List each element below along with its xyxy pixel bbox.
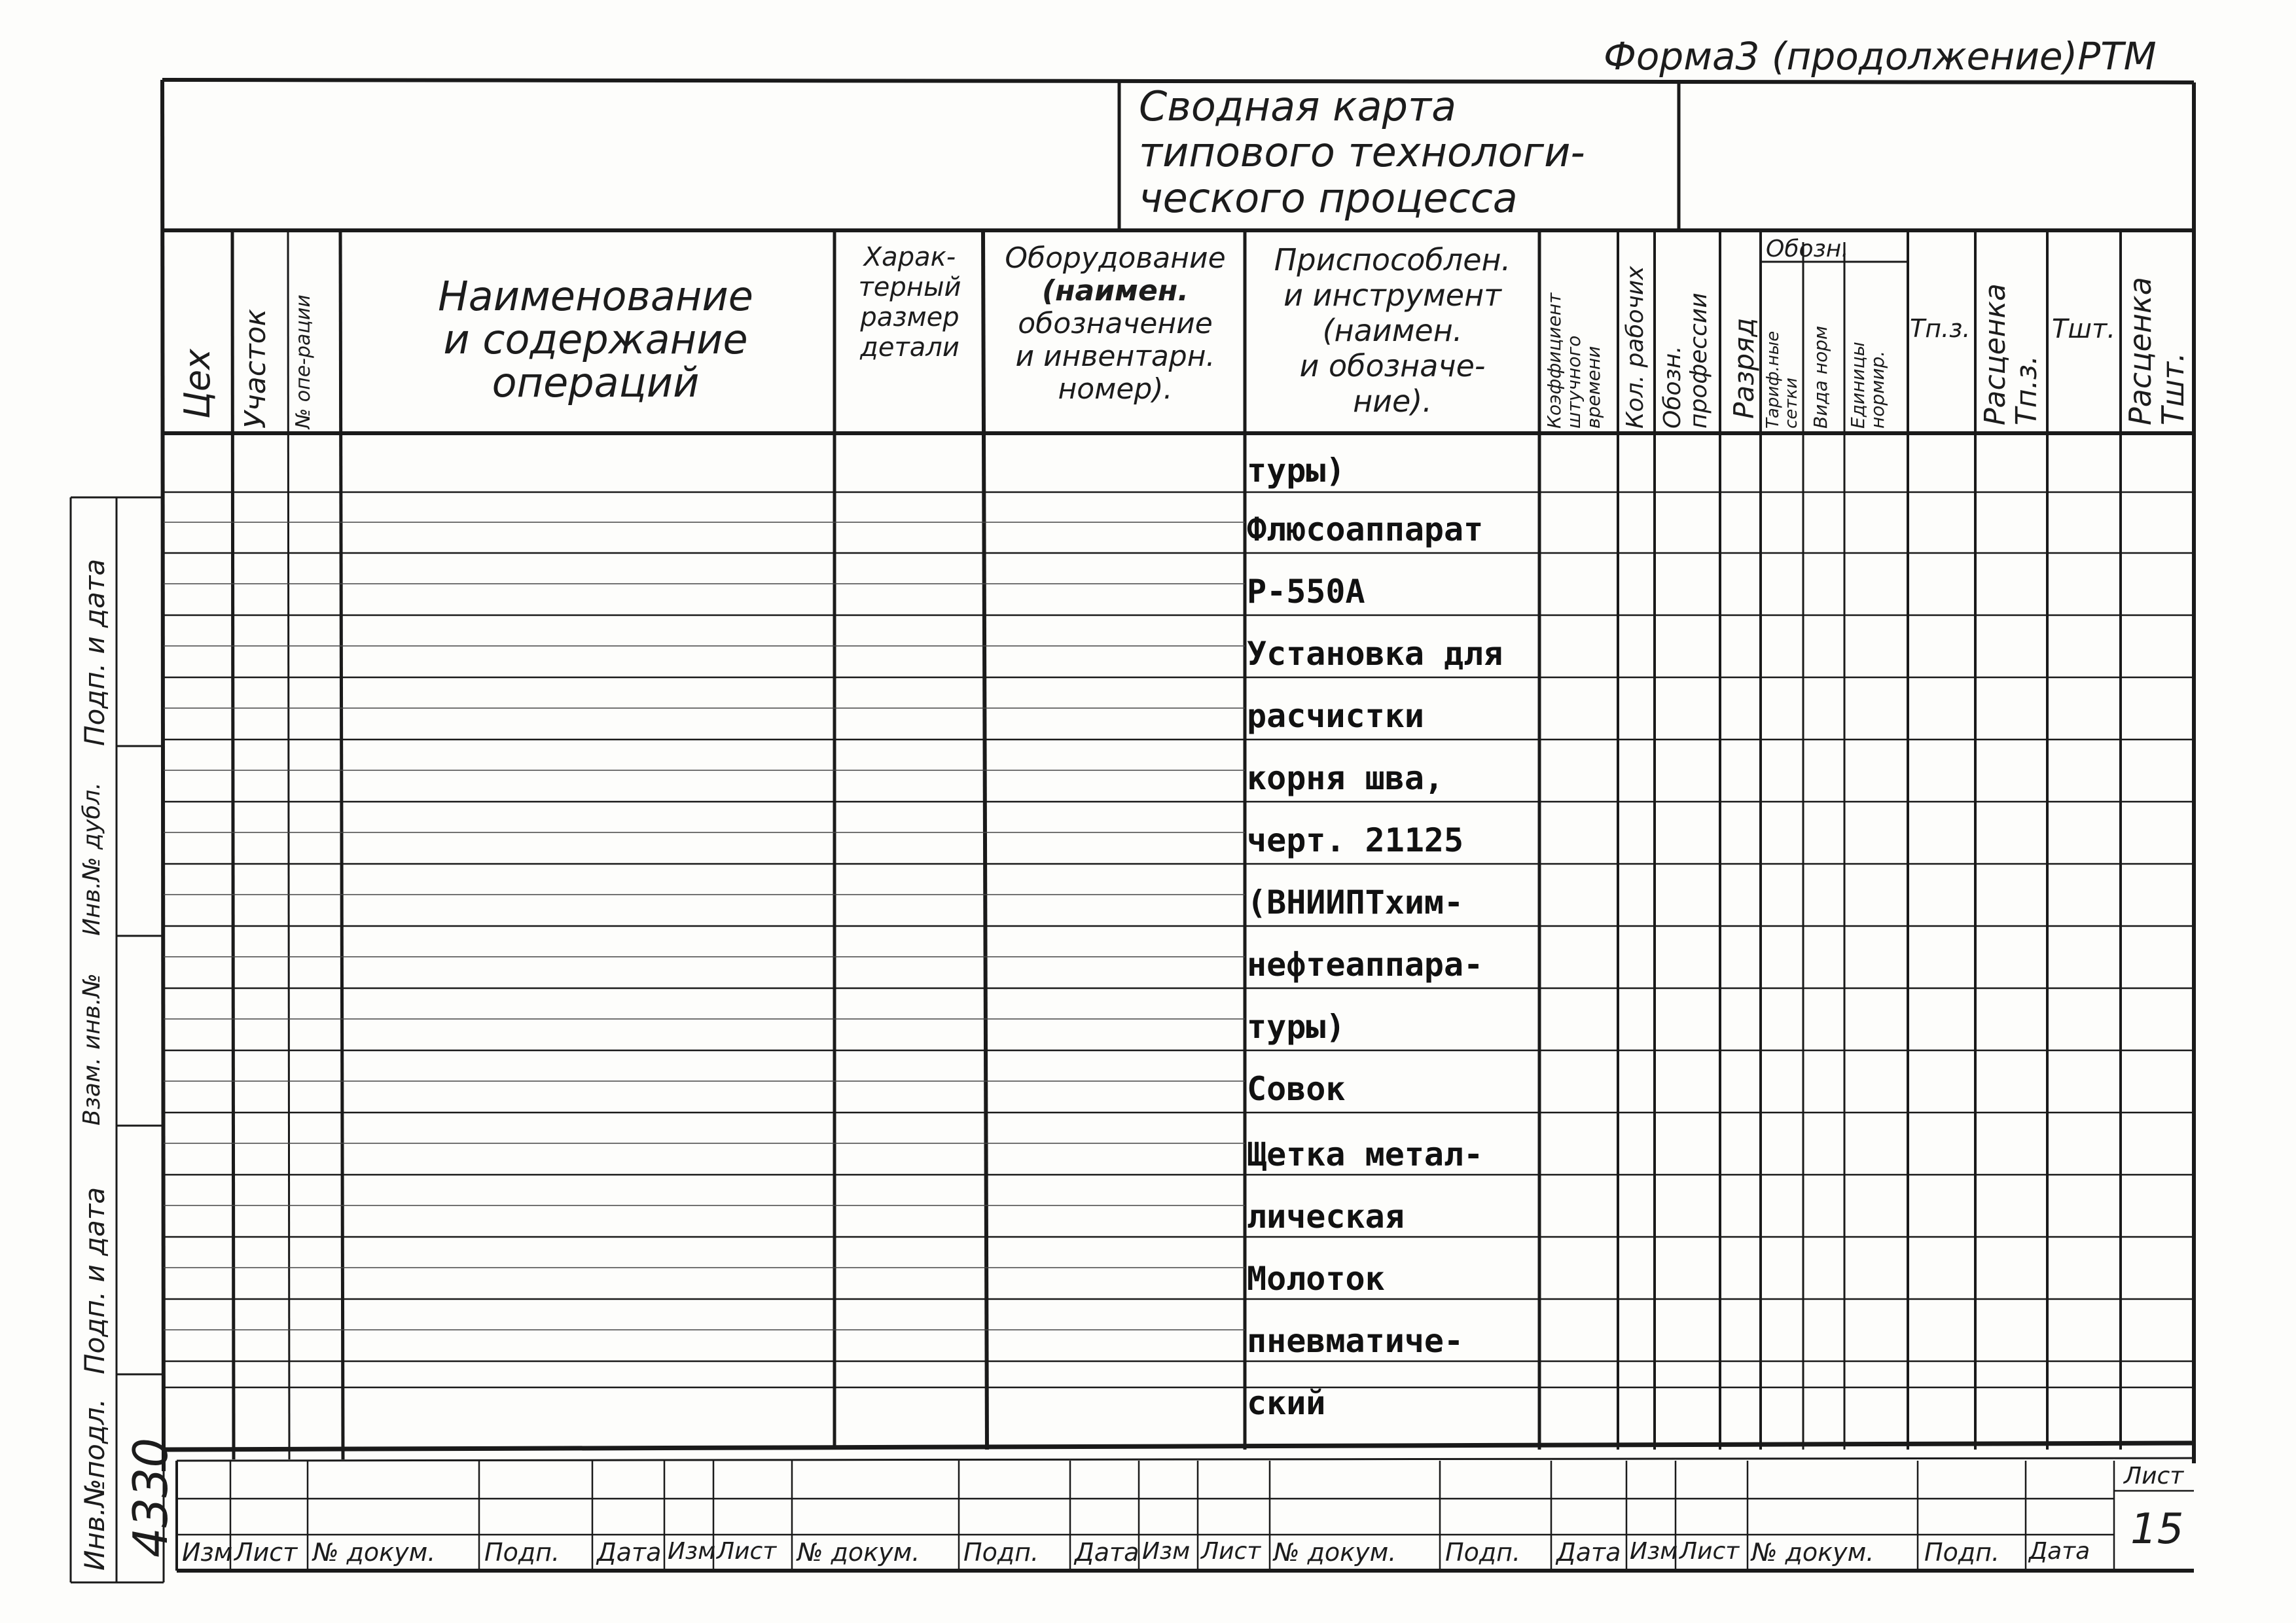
fixture-line: расчистки	[1247, 697, 1424, 735]
stamp-label: Дата	[1556, 1538, 1621, 1567]
header-characteristic: Харак- терный размер детали	[858, 242, 961, 363]
fixture-line: Установка для	[1247, 635, 1503, 673]
stamp-label: Изм	[1142, 1538, 1191, 1565]
stamp-label: Подп.	[1445, 1538, 1521, 1567]
stamp-label: Дата	[1075, 1538, 1139, 1567]
header-rate-tsht: Расценка Тшт.	[2123, 277, 2191, 425]
fixture-line: Совок	[1247, 1070, 1346, 1108]
header-operation-name: Наименование и содержание операций	[438, 272, 753, 406]
header-tariff: Тариф.ные сетки	[1763, 330, 1801, 429]
stamp-sign-date-1: Подп. и дата	[79, 1186, 111, 1374]
title-line-2: типового технологи-	[1139, 128, 1585, 176]
fixture-line: Щетка метал-	[1247, 1135, 1484, 1173]
fixture-line: корня шва,	[1247, 759, 1444, 797]
stamp-replace-inv: Взам. инв.№	[79, 973, 105, 1126]
stamp-label: Изм	[668, 1538, 716, 1565]
fixture-line: нефтеаппара-	[1247, 946, 1484, 984]
stamp-label: № докум.	[1274, 1538, 1397, 1567]
header-workshop: Цех	[177, 348, 218, 419]
header-coefficient: Коэффициент штучного времени	[1543, 293, 1604, 429]
stamp-label: Дата	[2029, 1538, 2090, 1565]
inventory-number: 4330	[123, 1437, 178, 1558]
fixture-line: пневматиче-	[1247, 1322, 1464, 1360]
sheet-number: 15	[2130, 1505, 2184, 1554]
stamp-label: Изм	[1630, 1538, 1678, 1565]
fixture-line: ский	[1247, 1384, 1326, 1422]
stamp-label: Подп.	[1924, 1538, 2000, 1567]
stamp-label: Подп.	[484, 1538, 560, 1567]
header-grade: Разряд	[1728, 317, 1760, 419]
fixture-line: туры)	[1247, 452, 1346, 490]
header-norm-type: Вида норм	[1810, 325, 1831, 429]
stamp-label: Лист	[717, 1538, 777, 1565]
header-equipment: Оборудование (наимен. обозначение и инвентарн. номер).	[1005, 241, 1226, 406]
header-profession: Обозн. профессии	[1659, 293, 1712, 429]
stamp-sign-date-2: Подп. и дата	[79, 558, 111, 746]
fixture-line: лическая	[1247, 1198, 1405, 1236]
stamp-label: Подп.	[963, 1538, 1039, 1567]
header-norm-units: Единицы нормир.	[1847, 342, 1888, 429]
card-title	[1139, 84, 1585, 221]
fixture-line: (ВНИИПТхим-	[1247, 883, 1464, 921]
stamp-label: Лист	[1201, 1538, 1261, 1565]
title-line-3: ческого процесса	[1139, 174, 1518, 222]
stamp-label: № докум.	[797, 1538, 920, 1567]
sheet-label: Лист	[2124, 1463, 2184, 1489]
form-label: Форма3 (продолжение)РТМ	[1604, 34, 2157, 79]
fixture-line: Р-550А	[1247, 573, 1365, 611]
stamp-label: Изм	[182, 1538, 233, 1567]
header-tpz: Тп.з.	[1910, 314, 1971, 343]
fixture-line: туры)	[1247, 1008, 1346, 1046]
stamp-inv-original: Инв.№подл.	[79, 1398, 111, 1571]
stamp-inv-duplicate: Инв.№ дубл.	[79, 782, 105, 936]
fixture-line: Молоток	[1247, 1260, 1385, 1298]
fixture-line: Флюсоаппарат	[1247, 510, 1484, 548]
stamp-label: Дата	[597, 1538, 662, 1567]
header-section: Участок	[239, 308, 272, 429]
header-fixtures: Приспособлен. и инструмент (наимен. и обозначе- ние).	[1274, 242, 1511, 419]
header-rate-tpz: Расценка Тп.з.	[1979, 283, 2043, 425]
stamp-label: Лист	[1679, 1538, 1740, 1565]
stamp-label: № докум.	[313, 1538, 436, 1567]
header-operation-no: № опе-рации	[292, 294, 315, 429]
stamp-label: № докум.	[1751, 1538, 1874, 1567]
header-designation-group: Обозн.	[1766, 236, 1849, 262]
stamp-label: Лист	[234, 1538, 298, 1567]
fixture-line: черт. 21125	[1247, 821, 1464, 859]
header-tsht: Тшт.	[2052, 314, 2116, 344]
title-line-1: Сводная карта	[1139, 82, 1457, 130]
header-workers: Кол. рабочих	[1622, 266, 1649, 429]
